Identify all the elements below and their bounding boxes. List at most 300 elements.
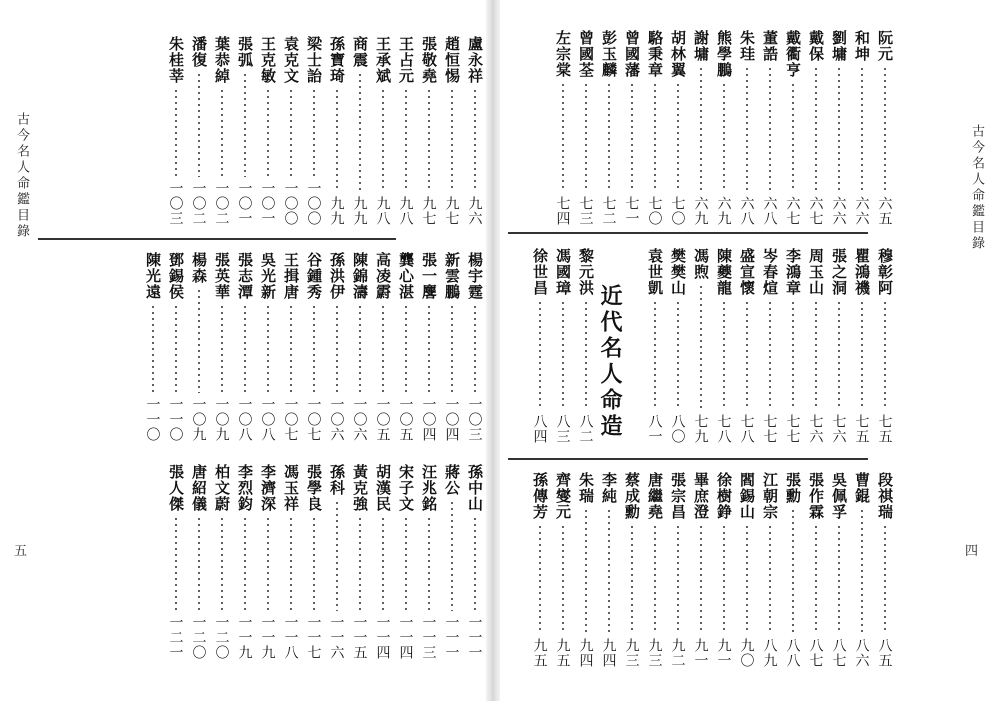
entry-name: 徐樹錚 (715, 472, 733, 520)
entry-name: 和坤 (853, 30, 871, 62)
index-entry (643, 248, 666, 444)
entry-page-number: 六八 (761, 196, 778, 226)
entry-page-number: 八八 (784, 638, 801, 668)
index-entry (850, 248, 873, 444)
index-entry (187, 252, 210, 442)
entry-name: 孫洪伊 (328, 252, 346, 300)
entry-page-number: 一一〇 (144, 397, 161, 442)
dot-leader (815, 300, 817, 410)
entry-page-number: 七五 (876, 414, 893, 444)
index-entry (597, 472, 620, 668)
entry-name: 陳光遠 (144, 252, 162, 300)
index-entry (233, 36, 256, 226)
dot-leader (175, 304, 177, 393)
entry-page-number: 一一一 (466, 615, 483, 660)
entry-page-number: 七〇 (669, 196, 686, 226)
index-entry (440, 252, 463, 442)
dot-leader (585, 508, 587, 634)
dot-leader (861, 508, 863, 634)
entry-name: 黃克強 (351, 464, 369, 512)
index-entry (781, 248, 804, 444)
entry-name: 蔡成勳 (623, 472, 641, 520)
dot-leader (474, 304, 476, 393)
entry-page-number: 一〇六 (328, 397, 345, 442)
entry-page-number: 九二 (669, 638, 686, 668)
entry-page-number: 六九 (692, 196, 709, 226)
index-entry (620, 30, 643, 226)
dot-leader (884, 300, 886, 410)
entry-name: 高凌霨 (374, 252, 392, 300)
entry-name: 盧永祥 (466, 36, 484, 84)
entry-name: 戴保 (807, 30, 825, 62)
dot-leader (792, 300, 794, 410)
dot-leader (861, 66, 863, 192)
entry-page-number: 九一 (715, 638, 732, 668)
index-entry (666, 472, 689, 668)
dot-leader (313, 516, 315, 611)
running-title: 古今名人命鑑目錄 (14, 112, 29, 240)
entry-page-number: 六七 (784, 196, 801, 226)
index-entry (440, 464, 463, 660)
entry-name: 梁士詒 (305, 36, 323, 84)
index-entry (348, 252, 371, 442)
index-entry (804, 248, 827, 444)
dot-leader (700, 284, 702, 410)
entry-page-number: 九八 (397, 196, 414, 226)
entry-name: 蔣公 (443, 464, 461, 496)
dot-leader (585, 82, 587, 192)
dot-leader (451, 88, 453, 192)
index-entry (302, 36, 325, 226)
index-entry (712, 248, 735, 444)
dot-leader (562, 82, 564, 192)
index-entry (302, 252, 325, 442)
entry-name: 唐繼堯 (646, 472, 664, 520)
entry-page-number: 一〇〇 (282, 181, 299, 226)
dot-leader (608, 508, 610, 634)
entry-name: 周玉山 (807, 248, 825, 296)
index-entry (348, 36, 371, 226)
divider (508, 232, 868, 234)
dot-leader (405, 516, 407, 611)
entry-page-number: 一〇四 (443, 397, 460, 442)
entry-page-number: 六七 (807, 196, 824, 226)
entry-page-number: 六六 (830, 196, 847, 226)
dot-leader (884, 524, 886, 634)
entry-page-number: 八五 (876, 638, 893, 668)
entry-page-number: 九〇 (738, 638, 755, 668)
entry-page-number: 八六 (853, 638, 870, 668)
entry-name: 袁克文 (282, 36, 300, 84)
entry-page-number: 一〇六 (351, 397, 368, 442)
page-number: 四 (964, 544, 978, 559)
entry-name: 柏文蔚 (213, 464, 231, 512)
index-entry (371, 464, 394, 660)
entry-name: 張人傑 (167, 464, 185, 512)
entry-name: 胡林翼 (669, 30, 687, 78)
entry-page-number: 九一 (692, 638, 709, 668)
dot-leader (608, 82, 610, 192)
dot-leader (631, 82, 633, 192)
entry-page-number: 六五 (876, 196, 893, 226)
entry-name: 袁世凱 (646, 248, 664, 296)
entry-page-number: 一〇四 (420, 397, 437, 442)
entry-name: 馮煦 (692, 248, 710, 280)
dot-leader (428, 516, 430, 611)
right-page (500, 0, 1000, 701)
dot-leader (290, 516, 292, 611)
dot-leader (336, 304, 338, 393)
entry-page-number: 八二 (577, 414, 594, 444)
entry-name: 張學良 (305, 464, 323, 512)
entry-name: 朱珪 (738, 30, 756, 62)
dot-leader (267, 304, 269, 393)
entry-page-number: 一〇〇 (305, 181, 322, 226)
index-entry (394, 252, 417, 442)
dot-leader (769, 524, 771, 634)
entry-page-number: 一〇二 (213, 181, 230, 226)
entry-page-number: 一〇三 (466, 397, 483, 442)
entry-page-number: 一〇五 (397, 397, 414, 442)
index-entry (463, 252, 486, 442)
dot-leader (539, 300, 541, 410)
page-number: 五 (14, 544, 28, 559)
dot-leader (290, 304, 292, 393)
index-entry (417, 464, 440, 660)
entry-page-number: 一〇七 (305, 397, 322, 442)
entry-name: 左宗棠 (554, 30, 572, 78)
dot-leader (562, 300, 564, 410)
dot-leader (677, 82, 679, 192)
dot-leader (267, 88, 269, 177)
dot-leader (700, 524, 702, 634)
entry-name: 張英華 (213, 252, 231, 300)
dot-leader (290, 88, 292, 177)
entry-page-number: 七九 (692, 414, 709, 444)
dot-leader (815, 524, 817, 634)
dot-leader (677, 524, 679, 634)
entry-name: 戴衢亨 (784, 30, 802, 78)
dot-leader (382, 304, 384, 393)
dot-leader (198, 516, 200, 611)
index-entry (371, 36, 394, 226)
entry-page-number: 八三 (554, 414, 571, 444)
entry-name: 汪兆銘 (420, 464, 438, 512)
index-entry (620, 472, 643, 668)
entry-page-number: 一一〇 (167, 397, 184, 442)
entry-page-number: 八七 (807, 638, 824, 668)
entry-name: 畢庶澄 (692, 472, 710, 520)
entry-page-number: 一〇三 (167, 181, 184, 226)
dot-leader (585, 300, 587, 410)
entry-name: 王揖唐 (282, 252, 300, 300)
dot-leader (631, 524, 633, 634)
index-entry (758, 472, 781, 668)
dot-leader (428, 304, 430, 393)
entry-page-number: 六八 (738, 196, 755, 226)
entry-name: 張作霖 (807, 472, 825, 520)
entry-name: 李鴻章 (784, 248, 802, 296)
entry-page-number: 七七 (784, 414, 801, 444)
dot-leader (654, 524, 656, 634)
index-entry (827, 30, 850, 226)
entry-name: 唐紹儀 (190, 464, 208, 512)
entry-name: 朱桂莘 (167, 36, 185, 84)
entry-name: 張志潭 (236, 252, 254, 300)
entry-page-number: 一一九 (259, 615, 276, 660)
entry-page-number: 一〇七 (282, 397, 299, 442)
dot-leader (539, 524, 541, 634)
entry-name: 穆彰阿 (876, 248, 894, 296)
index-entry (873, 30, 896, 226)
entry-name: 曹錕 (853, 472, 871, 504)
index-entry (781, 472, 804, 668)
index-entry (233, 464, 256, 660)
left-band-2 (34, 252, 486, 442)
index-entry (689, 248, 712, 444)
index-entry (643, 30, 666, 226)
entry-page-number: 九四 (600, 638, 617, 668)
entry-name: 張弧 (236, 36, 254, 68)
entry-page-number: 七二 (600, 196, 617, 226)
entry-name: 阮元 (876, 30, 894, 62)
entry-name: 閻錫山 (738, 472, 756, 520)
dot-leader (244, 304, 246, 393)
dot-leader (267, 516, 269, 611)
index-entry (325, 464, 348, 660)
entry-name: 熊學鵬 (715, 30, 733, 78)
dot-leader (815, 66, 817, 192)
dot-leader (382, 88, 384, 192)
index-entry (574, 472, 597, 668)
dot-leader (746, 524, 748, 634)
dot-leader (474, 516, 476, 611)
entry-name: 駱秉章 (646, 30, 664, 78)
entry-page-number: 九九 (328, 196, 345, 226)
section-title: 近代名人命造 (597, 284, 623, 440)
dot-leader (428, 88, 430, 192)
index-entry (528, 248, 551, 444)
right-band-1 (506, 30, 896, 226)
dot-leader (474, 88, 476, 192)
entry-name: 張宗昌 (669, 472, 687, 520)
entry-page-number: 九六 (466, 196, 483, 226)
entry-page-number: 七七 (761, 414, 778, 444)
entry-name: 盛宣懷 (738, 248, 756, 296)
entry-page-number: 六六 (853, 196, 870, 226)
index-entry (256, 464, 279, 660)
entry-page-number: 一〇五 (374, 397, 391, 442)
entry-page-number: 七六 (807, 414, 824, 444)
entry-page-number: 九八 (374, 196, 391, 226)
entry-name: 段祺瑞 (876, 472, 894, 520)
entry-name: 劉墉 (830, 30, 848, 62)
dot-leader (746, 66, 748, 192)
index-entry (551, 472, 574, 668)
entry-page-number: 一一七 (305, 615, 322, 660)
index-entry (417, 36, 440, 226)
index-entry (666, 30, 689, 226)
entry-name: 趙恒惕 (443, 36, 461, 84)
entry-name: 李烈鈞 (236, 464, 254, 512)
entry-name: 曾國荃 (577, 30, 595, 78)
entry-name: 江朝宗 (761, 472, 779, 520)
index-entry (781, 30, 804, 226)
index-entry (210, 252, 233, 442)
entry-name: 董誥 (761, 30, 779, 62)
dot-leader (792, 82, 794, 192)
entry-name: 陳夔龍 (715, 248, 733, 296)
entry-page-number: 一二〇 (190, 615, 207, 660)
index-entry (850, 30, 873, 226)
entry-name: 曾國藩 (623, 30, 641, 78)
entry-name: 胡漢民 (374, 464, 392, 512)
dot-leader (359, 516, 361, 611)
entry-page-number: 一一九 (236, 615, 253, 660)
index-entry (164, 464, 187, 660)
entry-name: 潘復 (190, 36, 208, 68)
entry-page-number: 七五 (853, 414, 870, 444)
dot-leader (723, 82, 725, 192)
entry-page-number: 一一四 (374, 615, 391, 660)
dot-leader (769, 300, 771, 410)
entry-page-number: 一〇二 (190, 181, 207, 226)
entry-page-number: 七八 (715, 414, 732, 444)
index-entry (643, 472, 666, 668)
entry-name: 陳錦濤 (351, 252, 369, 300)
entry-page-number: 一二一 (167, 615, 184, 660)
entry-page-number: 一〇八 (259, 397, 276, 442)
dot-leader (244, 72, 246, 177)
index-entry (804, 472, 827, 668)
dot-leader (198, 72, 200, 177)
entry-name: 徐世昌 (531, 248, 549, 296)
entry-page-number: 八七 (830, 638, 847, 668)
index-entry (712, 472, 735, 668)
dot-leader (451, 304, 453, 393)
dot-leader (838, 300, 840, 410)
left-band-3 (34, 464, 486, 660)
entry-page-number: 九五 (554, 638, 571, 668)
index-entry (597, 30, 620, 226)
entry-name: 孫寶琦 (328, 36, 346, 84)
dot-leader (884, 66, 886, 192)
index-entry (463, 36, 486, 226)
index-entry (279, 36, 302, 226)
entry-page-number: 九三 (646, 638, 663, 668)
entry-name: 張一麐 (420, 252, 438, 300)
entry-name: 李純 (600, 472, 618, 504)
dot-leader (654, 300, 656, 410)
index-entry (827, 248, 850, 444)
index-entry (712, 30, 735, 226)
index-entry (417, 252, 440, 442)
dot-leader (221, 88, 223, 177)
entry-name: 李濟深 (259, 464, 277, 512)
dot-leader (405, 88, 407, 192)
index-entry (528, 472, 551, 668)
dot-leader (746, 300, 748, 410)
dot-leader (562, 524, 564, 634)
index-entry (827, 472, 850, 668)
entry-name: 孫中山 (466, 464, 484, 512)
dot-leader (152, 304, 154, 393)
index-entry (873, 472, 896, 668)
dot-leader (838, 524, 840, 634)
index-entry (233, 252, 256, 442)
entry-name: 谷鍾秀 (305, 252, 323, 300)
entry-name: 張之洞 (830, 248, 848, 296)
entry-page-number: 九三 (623, 638, 640, 668)
index-entry (551, 248, 574, 444)
dot-leader (336, 88, 338, 192)
dot-leader (838, 66, 840, 192)
index-entry (574, 248, 597, 444)
entry-page-number: 七八 (738, 414, 755, 444)
index-entry (804, 30, 827, 226)
index-entry (735, 472, 758, 668)
entry-page-number: 一〇一 (259, 181, 276, 226)
divider (508, 458, 868, 460)
index-entry (325, 252, 348, 442)
index-entry (210, 36, 233, 226)
entry-name: 王占元 (397, 36, 415, 84)
index-entry (302, 464, 325, 660)
entry-name: 岑春煊 (761, 248, 779, 296)
dot-leader (175, 516, 177, 611)
index-entry (666, 248, 689, 444)
dot-leader (677, 300, 679, 410)
entry-name: 鄧錫侯 (167, 252, 185, 300)
entry-page-number: 九九 (351, 196, 368, 226)
entry-name: 馮玉祥 (282, 464, 300, 512)
book-spine (486, 0, 500, 701)
entry-page-number: 九四 (577, 638, 594, 668)
entry-name: 商震 (351, 36, 369, 68)
dot-leader (405, 304, 407, 393)
left-page (0, 0, 486, 701)
index-entry (279, 464, 302, 660)
entry-page-number: 七四 (554, 196, 571, 226)
entry-name: 黎元洪 (577, 248, 595, 296)
dot-leader (451, 500, 453, 611)
entry-page-number: 六九 (715, 196, 732, 226)
index-entry (187, 464, 210, 660)
index-entry (758, 30, 781, 226)
dot-leader (313, 304, 315, 393)
dot-leader (792, 508, 794, 634)
right-band-3 (506, 472, 896, 668)
index-entry (440, 36, 463, 226)
entry-name: 龔心湛 (397, 252, 415, 300)
entry-name: 孫傳芳 (531, 472, 549, 520)
entry-name: 齊燮元 (554, 472, 572, 520)
entry-page-number: 九七 (420, 196, 437, 226)
entry-page-number: 一二〇 (213, 615, 230, 660)
dot-leader (382, 516, 384, 611)
dot-leader (359, 72, 361, 192)
index-entry (164, 36, 187, 226)
entry-page-number: 一〇九 (190, 397, 207, 442)
index-entry (463, 464, 486, 660)
entry-name: 新雲鵬 (443, 252, 461, 300)
entry-name: 吳佩孚 (830, 472, 848, 520)
dot-leader (244, 516, 246, 611)
running-title: 古今名人命鑑目錄 (969, 124, 984, 252)
entry-name: 孫科 (328, 464, 346, 496)
entry-page-number: 九五 (531, 638, 548, 668)
entry-page-number: 一一一 (443, 615, 460, 660)
